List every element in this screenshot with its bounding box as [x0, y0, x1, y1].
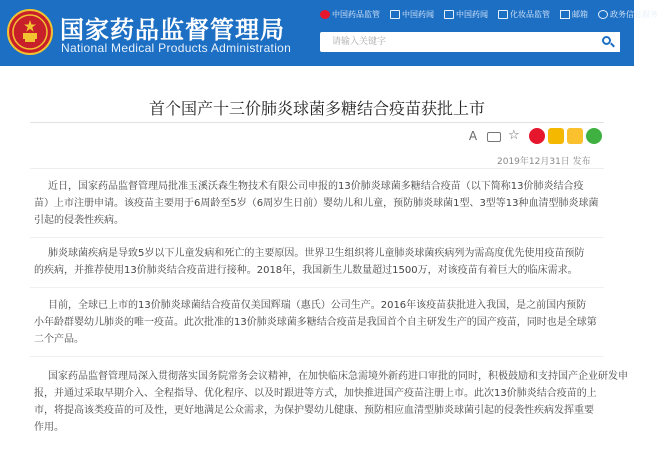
font-size-icon[interactable]: A — [468, 129, 478, 143]
mail-icon — [560, 10, 570, 19]
title-divider — [30, 122, 604, 123]
search-box — [320, 32, 620, 52]
link-gov-info[interactable]: 政务信息服务 — [598, 9, 658, 20]
share-qzone-icon[interactable] — [548, 128, 564, 144]
link-cosmetics[interactable]: 化妆品监管 — [498, 9, 550, 20]
link-news[interactable]: 中国药闻 — [390, 9, 434, 20]
paragraph-3: 目前，全球已上市的13价肺炎球菌结合疫苗仅美国辉瑞（惠氏）公司生产。2016年该疫苗获批进入我国，是之前国内预防 小年龄群婴幼儿肺炎的唯一疫苗。此次批准的13价肺炎球菌多糖结合疫苗是我国首个自主研发生产的国产疫苗，同时也是全球第 二个产品。 — [34, 300, 597, 345]
publish-date: 2019年12月31日 发布 — [497, 157, 591, 167]
link-news-2[interactable]: 中国药闻 — [444, 9, 488, 20]
share-wechat-icon[interactable] — [586, 128, 602, 144]
search-icon — [598, 10, 608, 19]
newspaper-icon — [390, 10, 400, 19]
link-mail[interactable]: 邮箱 — [560, 9, 588, 20]
share-weibo-icon[interactable] — [529, 128, 545, 144]
paragraph-2: 肺炎球菌疾病是导致5岁以下儿童发病和死亡的主要原因。世界卫生组织将儿童肺炎球菌疾病列为需高度优先使用疫苗预防 的疾病，并推荐使用13价肺炎结合疫苗进行接种。2018年，我国新生儿数量超过1500万，对该疫苗有着巨大的临床需求。 — [34, 248, 585, 276]
site-title[interactable]: 国家药品监督管理局 — [60, 16, 285, 44]
site-header — [0, 0, 658, 66]
link-weibo[interactable]: 中国药品监管 — [320, 9, 380, 20]
top-links — [320, 6, 668, 22]
search-input[interactable] — [320, 32, 596, 52]
cosmetics-icon — [498, 10, 508, 19]
date-divider — [30, 168, 604, 169]
national-emblem-icon[interactable] — [7, 9, 53, 55]
print-icon[interactable] — [487, 132, 501, 142]
newspaper-icon — [444, 10, 454, 19]
paragraph-1: 近日，国家药品监督管理局批准玉溪沃森生物技术有限公司申报的13价肺炎球菌多糖结合疫苗（以下简称13价肺炎结合疫 苗）上市注册申请。该疫苗主要用于6周龄至5岁（6周岁生日前）婴幼儿和儿童，预防肺炎球菌1型、3型等13种血清型肺炎球菌 引起的侵袭性疾病。 — [34, 181, 599, 226]
article-tools — [466, 128, 605, 144]
share-star-icon[interactable] — [567, 128, 583, 144]
search-button[interactable] — [596, 32, 620, 52]
favorite-icon[interactable]: ☆ — [508, 128, 520, 143]
site-subtitle: National Medical Products Administration — [61, 41, 292, 55]
article-title: 首个国产十三价肺炎球菌多糖结合疫苗获批上市 — [148, 99, 485, 118]
weibo-icon — [320, 10, 330, 19]
paragraph-4: 国家药品监督管理局深入贯彻落实国务院常务会议精神，在加快临床急需境外新药进口审批的同时，积极鼓励和支持国产企业研发申 报，并通过采取早期介入、全程指导、优化程序、以及时跟进等方式，加快推进国产疫苗注册上市。此次13价肺炎结合疫苗的上 市，将提高该类疫苗的可及性，更好地满足公众需求，为保护婴幼儿健康、预防相应血清型肺炎球菌引起的侵袭性疾病发挥重要 作用。 — [34, 371, 628, 433]
